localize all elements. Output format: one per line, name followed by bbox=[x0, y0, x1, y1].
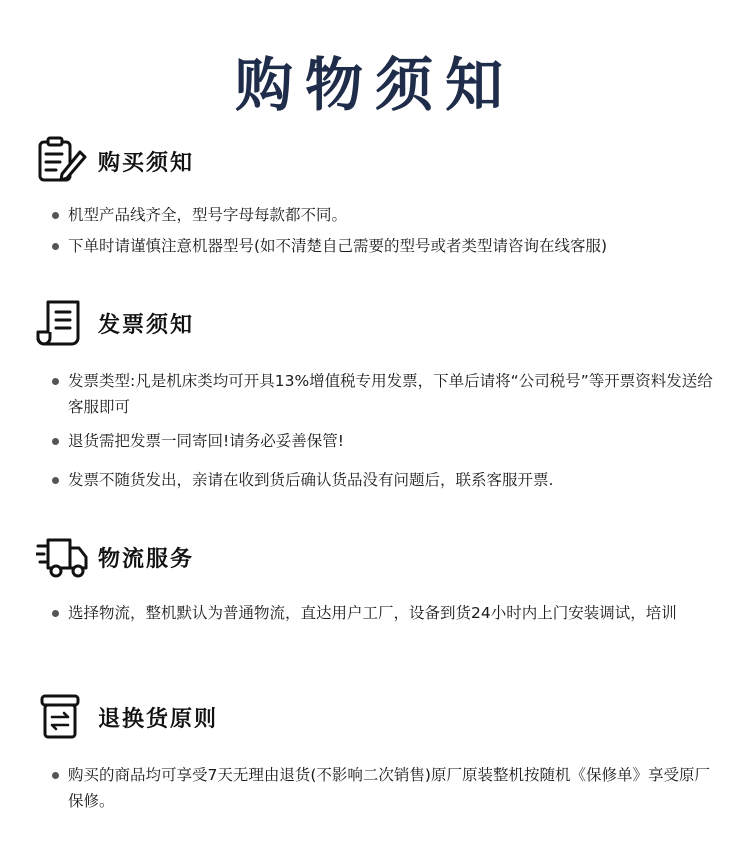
list-item: 选择物流，整机默认为普通物流，直达用户工厂，设备到货24小时内上门安装调试，培训 bbox=[52, 600, 722, 626]
bullet-icon bbox=[52, 772, 59, 779]
list-item: 退货需把发票一同寄回!请务必妥善保管! bbox=[52, 428, 722, 454]
bullet-icon bbox=[52, 212, 59, 219]
list-item: 购买的商品均可享受7天无理由退货(不影响二次销售)原厂原装整机按随机《保修单》享受原厂保修。 bbox=[52, 762, 722, 814]
bullet-icon bbox=[52, 378, 59, 385]
section-title: 购买须知 bbox=[98, 150, 195, 176]
section-header-returns bbox=[36, 692, 218, 742]
return-box-icon bbox=[36, 692, 88, 742]
page-title: 购物须知 bbox=[234, 51, 515, 119]
section-header-invoice bbox=[36, 298, 194, 348]
list-item: 发票类型:凡是机床类均可开具13%增值税专用发票，下单后请将“公司税号”等开票资料发送给客服即可 bbox=[52, 368, 722, 420]
invoice-scroll-icon bbox=[36, 298, 88, 348]
delivery-truck-icon bbox=[36, 532, 88, 582]
section-header-purchase bbox=[36, 136, 194, 186]
section-title: 发票须知 bbox=[98, 312, 195, 338]
bullet-icon bbox=[52, 243, 59, 250]
list-item: 机型产品线齐全，型号字母每款都不同。 bbox=[52, 202, 722, 228]
section-header-logistics bbox=[36, 532, 194, 582]
bullet-icon bbox=[52, 610, 59, 617]
bullet-icon bbox=[52, 438, 59, 445]
list-item: 发票不随货发出，亲请在收到货后确认货品没有问题后，联系客服开票. bbox=[52, 467, 722, 493]
section-title: 物流服务 bbox=[98, 546, 195, 572]
section-title: 退换货原则 bbox=[98, 706, 219, 732]
list-item: 下单时请谨慎注意机器型号(如不清楚自己需要的型号或者类型请咨询在线客服) bbox=[52, 233, 722, 259]
checklist-pen-icon bbox=[36, 136, 88, 186]
bullet-icon bbox=[52, 477, 59, 484]
